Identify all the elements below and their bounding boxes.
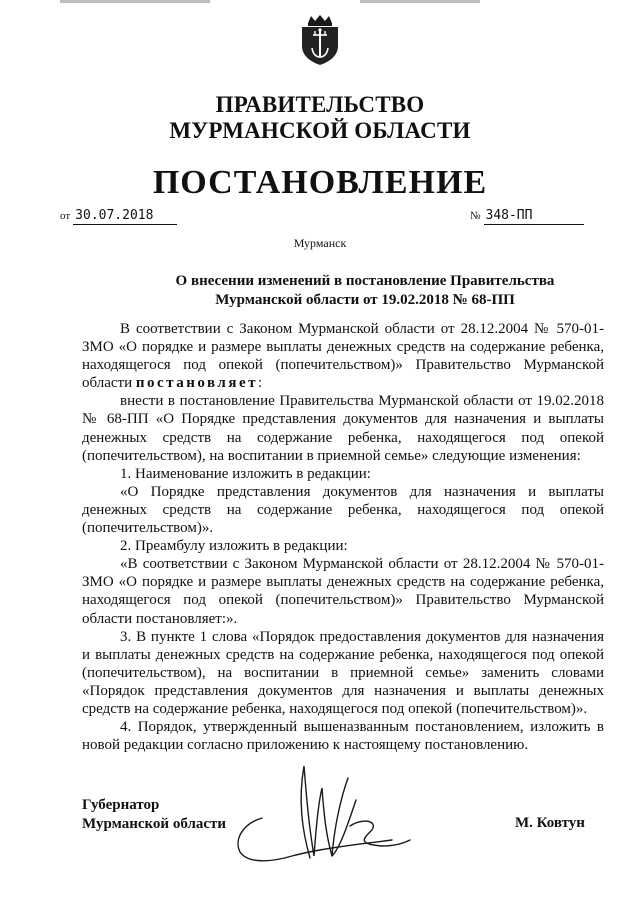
body-paragraph: внести в постановление Правительства Мурманской области от 19.02.2018 № 68-ПП «О Порядке представления документов для назначения и выплаты денежных средств на содержание ребенка, находящегося под опекой (попечительством), на воспитании в приемной семье» следующие изменения:	[82, 393, 604, 464]
body-paragraph: «О Порядке представления документов для назначения и выплаты денежных средств на содержание ребенка, находящегося под опекой (попечительством)».	[82, 483, 604, 537]
handwritten-signature	[232, 760, 422, 880]
body-paragraph: 4. Порядок, утвержденный вышеназванным постановлением, изложить в новой редакции согласно приложению к настоящему постановлению.	[82, 719, 604, 754]
decree-subject	[0, 272, 640, 310]
subject-line2: Мурманской области от 19.02.2018 № 68-ПП	[215, 292, 515, 308]
body-paragraph: 1. Наименование изложить в редакции:	[120, 465, 371, 482]
date-prefix: от	[60, 210, 71, 222]
scan-edge-mark	[360, 0, 480, 3]
body-paragraph: 2. Преамбулу изложить в редакции:	[120, 538, 348, 555]
decree-number	[470, 208, 584, 225]
date-value: 30.07.2018	[73, 208, 177, 225]
signer-position-line2: Мурманской области	[82, 816, 227, 832]
resolves-word: постановляет	[135, 375, 258, 392]
document-type-title: ПОСТАНОВЛЕНИЕ	[152, 164, 488, 201]
subject-line1: О внесении изменений в постановление Правительства	[175, 273, 555, 289]
government-name-line2: МУРМАНСКОЙ ОБЛАСТИ	[169, 118, 471, 143]
number-value: 348-ПП	[484, 208, 584, 225]
preamble-paragraph: В соответствии с Законом Мурманской области от 28.12.2004 № 570-01-ЗМО «О порядке и размере выплаты денежных средств на содержание ребенка, находящегося под опекой (попечительством)» Правительство Мурманской области постановляет:	[82, 321, 604, 392]
signer-position	[82, 796, 226, 834]
decree-body	[82, 320, 604, 754]
government-name-line1: ПРАВИТЕЛЬСТВО	[215, 92, 425, 117]
number-prefix: №	[470, 210, 481, 222]
signer-name: М. Ковтун	[515, 815, 585, 831]
signer-position-line1: Губернатор	[82, 797, 160, 813]
city: Мурманск	[293, 236, 347, 250]
coat-of-arms-icon	[299, 14, 341, 66]
decree-date	[60, 208, 177, 225]
scan-edge-mark	[60, 0, 210, 3]
body-paragraph: 3. В пункте 1 слова «Порядок предоставления документов для назначения и выплаты денежных средств на содержание ребенка, находящегося под опекой (попечительством), на воспитании в приемной семье» заменить словами «Порядок представления документов для назначения и выплаты денежных средств на содержание ребенка, находящегося под опекой (попечительством)».	[82, 628, 604, 717]
body-paragraph: «В соответствии с Законом Мурманской области от 28.12.2004 № 570-01-ЗМО «О порядке и размере выплаты денежных средств на содержание ребенка, находящегося под опекой (попечительством)» Правительство Мурманской области постановляет:».	[82, 556, 604, 627]
